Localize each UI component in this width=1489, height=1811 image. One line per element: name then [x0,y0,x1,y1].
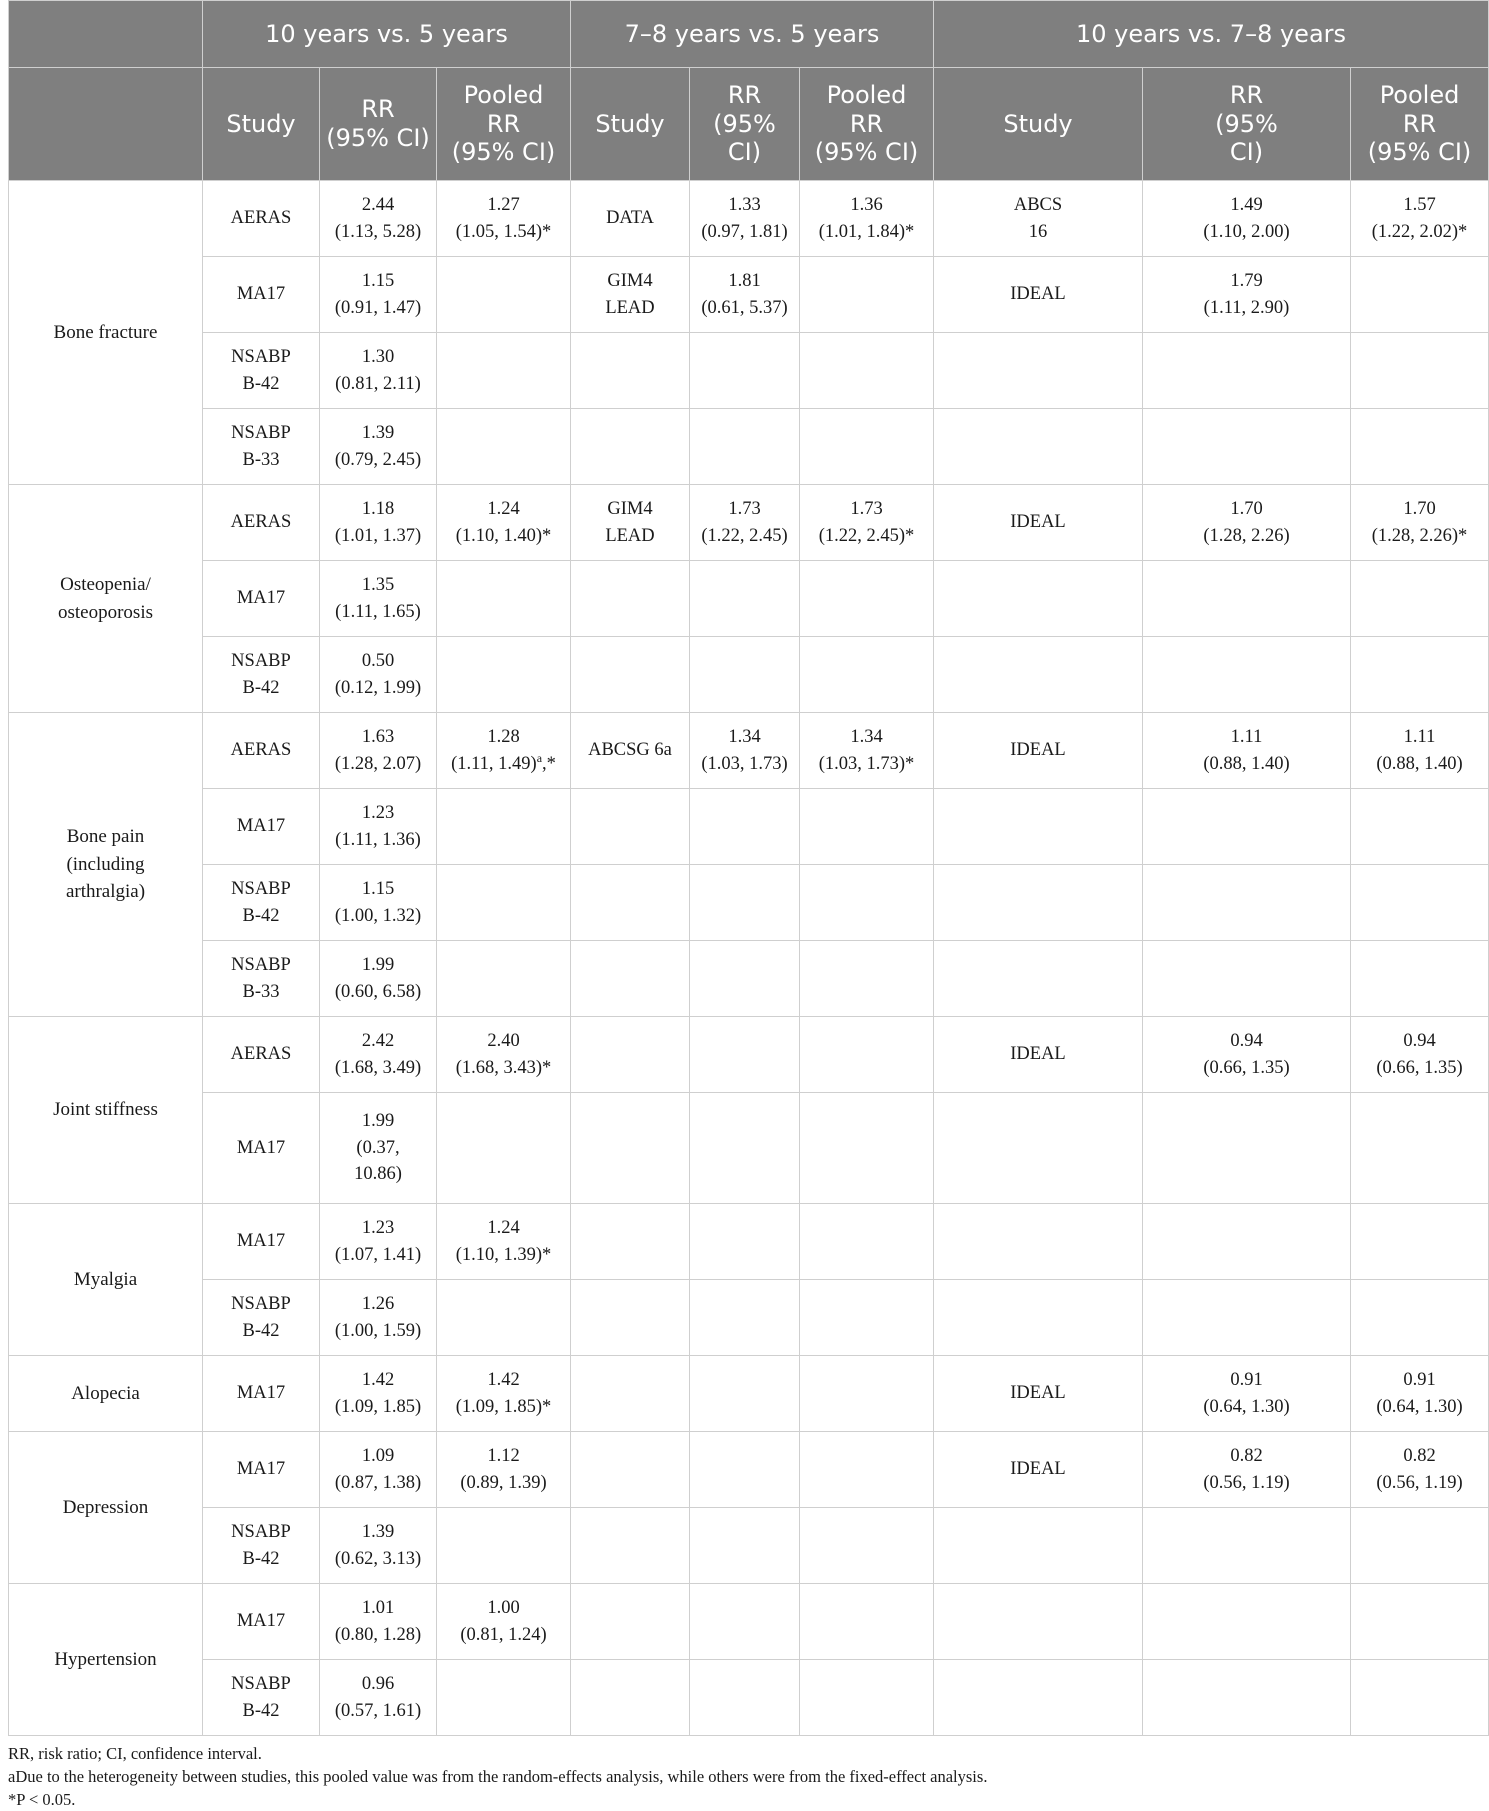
rr-cell: 1.73 (1.22, 2.45) [690,485,800,561]
risk-ratio-table [8,0,1489,1736]
empty-cell [934,1204,1143,1280]
table-row [9,941,1489,1017]
group-header-10-vs-5: 10 years vs. 5 years [203,1,571,68]
category-myalgia: Myalgia [9,1204,203,1356]
empty-cell [1143,1280,1351,1356]
empty-cell [571,1017,690,1093]
empty-cell [437,1093,571,1204]
empty-cell [690,409,800,485]
empty-cell [800,409,934,485]
study-cell: MA17 [203,1356,320,1432]
col-header-study: Study [571,68,690,181]
table-row [9,865,1489,941]
category-joint-stiffness: Joint stiffness [9,1017,203,1204]
rr-cell: 1.26 (1.00, 1.59) [320,1280,437,1356]
footnote-a: aDue to the heterogeneity between studies, this pooled value was from the random-effects analysis, while others were from the fixed-effect analysis. [8,1767,988,1786]
empty-cell [690,1508,800,1584]
empty-cell [690,1584,800,1660]
empty-cell [1351,637,1489,713]
category-bone-pain: Bone pain (including arthralgia) [9,713,203,1017]
empty-cell [571,941,690,1017]
study-cell: NSABP B-42 [203,1508,320,1584]
empty-cell [1143,1204,1351,1280]
rr-cell: 1.33 (0.97, 1.81) [690,181,800,257]
empty-cell [1351,1204,1489,1280]
empty-cell [934,1584,1143,1660]
empty-cell [800,1432,934,1508]
pooled-value: 1.28 [487,726,520,747]
empty-cell [1351,409,1489,485]
footnote-abbreviations: RR, risk ratio; CI, confidence interval. [8,1744,262,1763]
empty-cell [800,1356,934,1432]
rr-cell: 1.39 (0.79, 2.45) [320,409,437,485]
pooled-rr-cell: 0.94 (0.66, 1.35) [1351,1017,1489,1093]
empty-cell [690,1660,800,1736]
study-cell: NSABP B-42 [203,637,320,713]
empty-cell [1351,561,1489,637]
study-cell: IDEAL [934,713,1143,789]
rr-cell: 1.35 (1.11, 1.65) [320,561,437,637]
empty-cell [800,865,934,941]
pooled-rr-cell: 2.40 (1.68, 3.43)* [437,1017,571,1093]
rr-cell: 0.94 (0.66, 1.35) [1143,1017,1351,1093]
footnote-significance: *P < 0.05. [8,1790,76,1809]
study-cell: ABCSG 6a [571,713,690,789]
empty-cell [571,409,690,485]
empty-cell [1143,1508,1351,1584]
empty-cell [1143,409,1351,485]
empty-cell [1351,1660,1489,1736]
study-cell: GIM4 LEAD [571,257,690,333]
study-cell: NSABP B-42 [203,333,320,409]
empty-cell [1351,333,1489,409]
footnote-marker-a: a [536,750,543,765]
empty-cell [1143,333,1351,409]
table-row [9,1093,1489,1204]
pooled-rr-cell: 0.91 (0.64, 1.30) [1351,1356,1489,1432]
study-cell: AERAS [203,1017,320,1093]
rr-cell: 1.99 (0.60, 6.58) [320,941,437,1017]
col-header-pooled-rr: Pooled RR (95% CI) [1351,68,1489,181]
empty-cell [571,637,690,713]
table-row [9,1280,1489,1356]
pooled-rr-cell: 1.11 (0.88, 1.40) [1351,713,1489,789]
empty-cell [690,1017,800,1093]
pooled-rr-cell: 1.73 (1.22, 2.45)* [800,485,934,561]
significance-marker: ,* [542,753,556,774]
rr-cell: 1.15 (0.91, 1.47) [320,257,437,333]
empty-cell [1143,1584,1351,1660]
empty-cell [690,941,800,1017]
header-blank [9,68,203,181]
col-header-pooled-rr: Pooled RR (95% CI) [800,68,934,181]
empty-cell [934,1508,1143,1584]
empty-cell [934,1280,1143,1356]
empty-cell [437,789,571,865]
empty-cell [571,1432,690,1508]
col-header-rr: RR (95% CI) [690,68,800,181]
empty-cell [800,1508,934,1584]
study-cell: MA17 [203,1584,320,1660]
study-cell: MA17 [203,1432,320,1508]
empty-cell [934,1093,1143,1204]
empty-cell [934,561,1143,637]
results-table-container [8,0,1472,1811]
study-cell: MA17 [203,257,320,333]
table-row [9,1432,1489,1508]
empty-cell [437,1660,571,1736]
rr-cell: 1.18 (1.01, 1.37) [320,485,437,561]
empty-cell [1143,941,1351,1017]
rr-cell: 0.82 (0.56, 1.19) [1143,1432,1351,1508]
rr-cell: 0.96 (0.57, 1.61) [320,1660,437,1736]
category-osteopenia: Osteopenia/ osteoporosis [9,485,203,713]
col-header-study: Study [934,68,1143,181]
study-cell: MA17 [203,561,320,637]
table-row [9,1204,1489,1280]
category-hypertension: Hypertension [9,1584,203,1736]
table-row [9,561,1489,637]
empty-cell [1351,1093,1489,1204]
rr-cell: 0.50 (0.12, 1.99) [320,637,437,713]
pooled-rr-cell: 1.00 (0.81, 1.24) [437,1584,571,1660]
empty-cell [1143,1093,1351,1204]
empty-cell [571,789,690,865]
pooled-rr-cell [1351,257,1489,333]
table-row [9,257,1489,333]
header-blank [9,1,203,68]
empty-cell [800,1280,934,1356]
pooled-rr-cell: 1.57 (1.22, 2.02)* [1351,181,1489,257]
empty-cell [1351,1584,1489,1660]
pooled-rr-cell: 1.34 (1.03, 1.73)* [800,713,934,789]
rr-cell: 1.11 (0.88, 1.40) [1143,713,1351,789]
rr-cell: 1.70 (1.28, 2.26) [1143,485,1351,561]
empty-cell [800,1017,934,1093]
study-cell: IDEAL [934,257,1143,333]
group-header-row [9,1,1489,68]
pooled-rr-cell [437,713,571,789]
empty-cell [437,409,571,485]
rr-cell: 2.42 (1.68, 3.49) [320,1017,437,1093]
rr-cell: 0.91 (0.64, 1.30) [1143,1356,1351,1432]
rr-cell: 1.09 (0.87, 1.38) [320,1432,437,1508]
rr-cell: 1.23 (1.11, 1.36) [320,789,437,865]
study-cell: IDEAL [934,1432,1143,1508]
empty-cell [571,1204,690,1280]
study-cell: NSABP B-42 [203,865,320,941]
empty-cell [800,941,934,1017]
col-header-pooled-rr: Pooled RR (95% CI) [437,68,571,181]
pooled-rr-cell: 1.24 (1.10, 1.40)* [437,485,571,561]
table-row [9,333,1489,409]
table-row [9,1508,1489,1584]
empty-cell [1143,1660,1351,1736]
empty-cell [800,789,934,865]
empty-cell [690,789,800,865]
pooled-rr-cell: 1.36 (1.01, 1.84)* [800,181,934,257]
study-cell: IDEAL [934,1356,1143,1432]
empty-cell [1143,561,1351,637]
study-cell: NSABP B-42 [203,1660,320,1736]
empty-cell [690,1432,800,1508]
table-row [9,181,1489,257]
table-row [9,1660,1489,1736]
empty-cell [934,333,1143,409]
study-cell: GIM4 LEAD [571,485,690,561]
empty-cell [1351,941,1489,1017]
table-row [9,789,1489,865]
empty-cell [690,1280,800,1356]
study-cell: MA17 [203,1093,320,1204]
pooled-rr-cell [437,257,571,333]
empty-cell [800,637,934,713]
rr-cell: 1.99 (0.37, 10.86) [320,1093,437,1204]
rr-cell: 1.34 (1.03, 1.73) [690,713,800,789]
table-row [9,485,1489,561]
category-bone-fracture: Bone fracture [9,181,203,485]
rr-cell: 1.79 (1.11, 2.90) [1143,257,1351,333]
category-depression: Depression [9,1432,203,1584]
table-row [9,1017,1489,1093]
col-header-study: Study [203,68,320,181]
empty-cell [934,1660,1143,1736]
rr-cell: 1.63 (1.28, 2.07) [320,713,437,789]
pooled-rr-cell [800,257,934,333]
empty-cell [571,1660,690,1736]
study-cell: AERAS [203,713,320,789]
empty-cell [690,1204,800,1280]
empty-cell [1351,789,1489,865]
empty-cell [571,1584,690,1660]
empty-cell [1143,865,1351,941]
category-alopecia: Alopecia [9,1356,203,1432]
empty-cell [571,1356,690,1432]
rr-cell: 1.01 (0.80, 1.28) [320,1584,437,1660]
rr-cell: 2.44 (1.13, 5.28) [320,181,437,257]
group-header-10-vs-78: 10 years vs. 7–8 years [934,1,1489,68]
column-header-row [9,68,1489,181]
empty-cell [800,561,934,637]
empty-cell [690,333,800,409]
empty-cell [934,637,1143,713]
empty-cell [800,1660,934,1736]
pooled-rr-cell: 1.24 (1.10, 1.39)* [437,1204,571,1280]
empty-cell [571,1280,690,1356]
empty-cell [437,865,571,941]
rr-cell: 1.81 (0.61, 5.37) [690,257,800,333]
empty-cell [571,561,690,637]
pooled-rr-cell: 1.12 (0.89, 1.39) [437,1432,571,1508]
table-row [9,1356,1489,1432]
empty-cell [1351,1280,1489,1356]
study-cell: NSABP B-42 [203,1280,320,1356]
table-row [9,637,1489,713]
pooled-ci: (1.11, 1.49) [451,753,537,774]
rr-cell: 1.15 (1.00, 1.32) [320,865,437,941]
empty-cell [690,637,800,713]
pooled-rr-cell: 0.82 (0.56, 1.19) [1351,1432,1489,1508]
empty-cell [800,1204,934,1280]
pooled-rr-cell: 1.70 (1.28, 2.26)* [1351,485,1489,561]
study-cell: NSABP B-33 [203,941,320,1017]
empty-cell [437,941,571,1017]
group-header-78-vs-5: 7–8 years vs. 5 years [571,1,934,68]
study-cell: AERAS [203,485,320,561]
empty-cell [934,865,1143,941]
pooled-rr-cell: 1.27 (1.05, 1.54)* [437,181,571,257]
col-header-rr: RR (95% CI) [1143,68,1351,181]
empty-cell [437,637,571,713]
empty-cell [800,1584,934,1660]
study-cell: MA17 [203,1204,320,1280]
empty-cell [690,561,800,637]
empty-cell [571,333,690,409]
rr-cell: 1.49 (1.10, 2.00) [1143,181,1351,257]
study-cell: MA17 [203,789,320,865]
empty-cell [800,333,934,409]
empty-cell [437,1280,571,1356]
empty-cell [690,1093,800,1204]
study-cell: IDEAL [934,485,1143,561]
empty-cell [690,865,800,941]
rr-cell: 1.23 (1.07, 1.41) [320,1204,437,1280]
empty-cell [437,333,571,409]
empty-cell [934,941,1143,1017]
rr-cell: 1.42 (1.09, 1.85) [320,1356,437,1432]
table-row [9,713,1489,789]
table-row [9,409,1489,485]
empty-cell [934,789,1143,865]
empty-cell [1143,789,1351,865]
empty-cell [690,1356,800,1432]
empty-cell [934,409,1143,485]
empty-cell [571,1508,690,1584]
empty-cell [437,1508,571,1584]
study-cell: IDEAL [934,1017,1143,1093]
table-footnotes [8,1742,1454,1811]
empty-cell [1143,637,1351,713]
study-cell: AERAS [203,181,320,257]
empty-cell [437,561,571,637]
study-cell: DATA [571,181,690,257]
empty-cell [800,1093,934,1204]
study-cell: NSABP B-33 [203,409,320,485]
empty-cell [571,1093,690,1204]
table-row [9,1584,1489,1660]
empty-cell [1351,865,1489,941]
empty-cell [1351,1508,1489,1584]
rr-cell: 1.39 (0.62, 3.13) [320,1508,437,1584]
study-cell: ABCS 16 [934,181,1143,257]
pooled-rr-cell: 1.42 (1.09, 1.85)* [437,1356,571,1432]
rr-cell: 1.30 (0.81, 2.11) [320,333,437,409]
empty-cell [571,865,690,941]
col-header-rr: RR (95% CI) [320,68,437,181]
